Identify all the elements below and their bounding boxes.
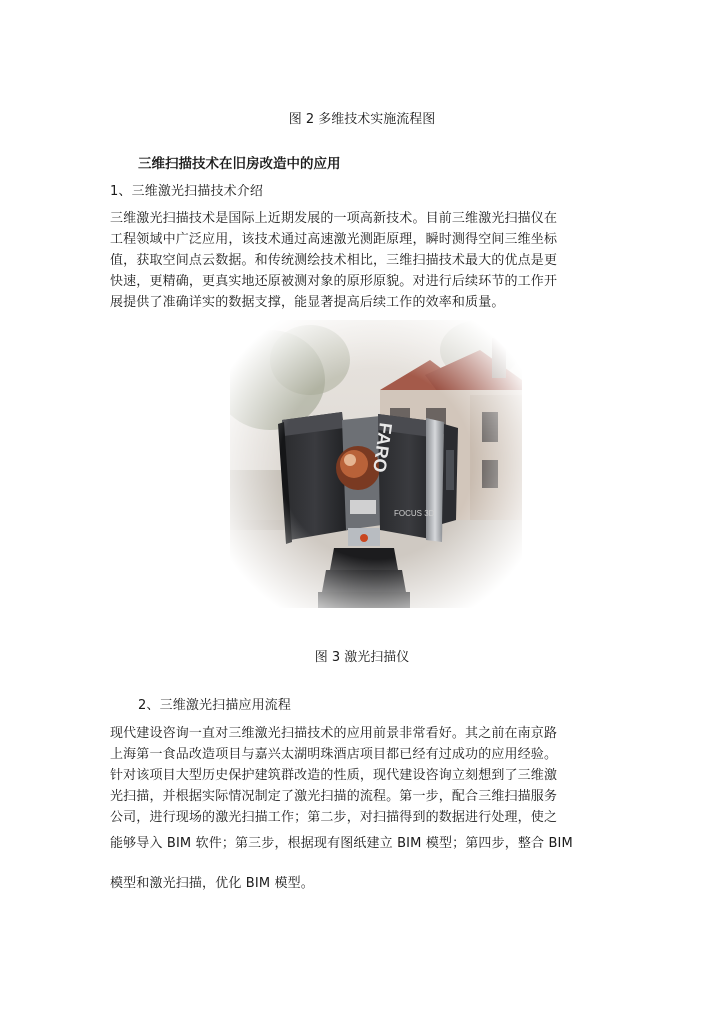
paragraph-line: 快速，更精确，更真实地还原被测对象的原形原貌。对进行后续环节的工作开 xyxy=(110,274,558,289)
paragraph-line: 三维激光扫描技术是国际上近期发展的一项高新技术。目前三维激光扫描仪在 xyxy=(110,211,558,226)
paragraph-line: 能够导入 BIM 软件；第三步，根据现有图纸建立 BIM 模型；第四步，整合 BIM xyxy=(110,836,573,851)
figure-2-caption: 图 2 多维技术实施流程图 xyxy=(288,112,436,127)
paragraph-line: 工程领域中广泛应用，该技术通过高速激光测距原理，瞬时测得空间三维坐标 xyxy=(110,232,558,247)
laser-scanner-photo xyxy=(230,320,522,608)
paragraph-line: 模型和激光扫描，优化 BIM 模型。 xyxy=(110,876,314,891)
paragraph-line: 值，获取空间点云数据。和传统测绘技术相比，三维扫描技术最大的优点是更 xyxy=(110,253,558,268)
paragraph-line: 现代建设咨询一直对三维激光扫描技术的应用前景非常看好。其之前在南京路 xyxy=(110,726,558,741)
paragraph-line: 公司，进行现场的激光扫描工作；第二步，对扫描得到的数据进行处理，使之 xyxy=(110,810,558,825)
subsection-1-title: 1、三维激光扫描技术介绍 xyxy=(110,184,264,199)
paragraph-line: 展提供了准确详实的数据支撑，能显著提高后续工作的效率和质量。 xyxy=(110,295,505,310)
paragraph-line: 光扫描，并根据实际情况制定了激光扫描的流程。第一步，配合三维扫描服务 xyxy=(110,789,558,804)
section-title: 三维扫描技术在旧房改造中的应用 xyxy=(138,156,341,172)
figure-3-caption: 图 3 激光扫描仪 xyxy=(314,650,410,665)
subsection-2-title: 2、三维激光扫描应用流程 xyxy=(138,698,292,713)
laser-scanner-illustration xyxy=(230,320,522,608)
paragraph-line: 针对该项目大型历史保护建筑群改造的性质，现代建设咨询立刻想到了三维激 xyxy=(110,768,558,783)
paragraph-line: 上海第一食品改造项目与嘉兴太湖明珠酒店项目都已经有过成功的应用经验。 xyxy=(110,747,558,762)
